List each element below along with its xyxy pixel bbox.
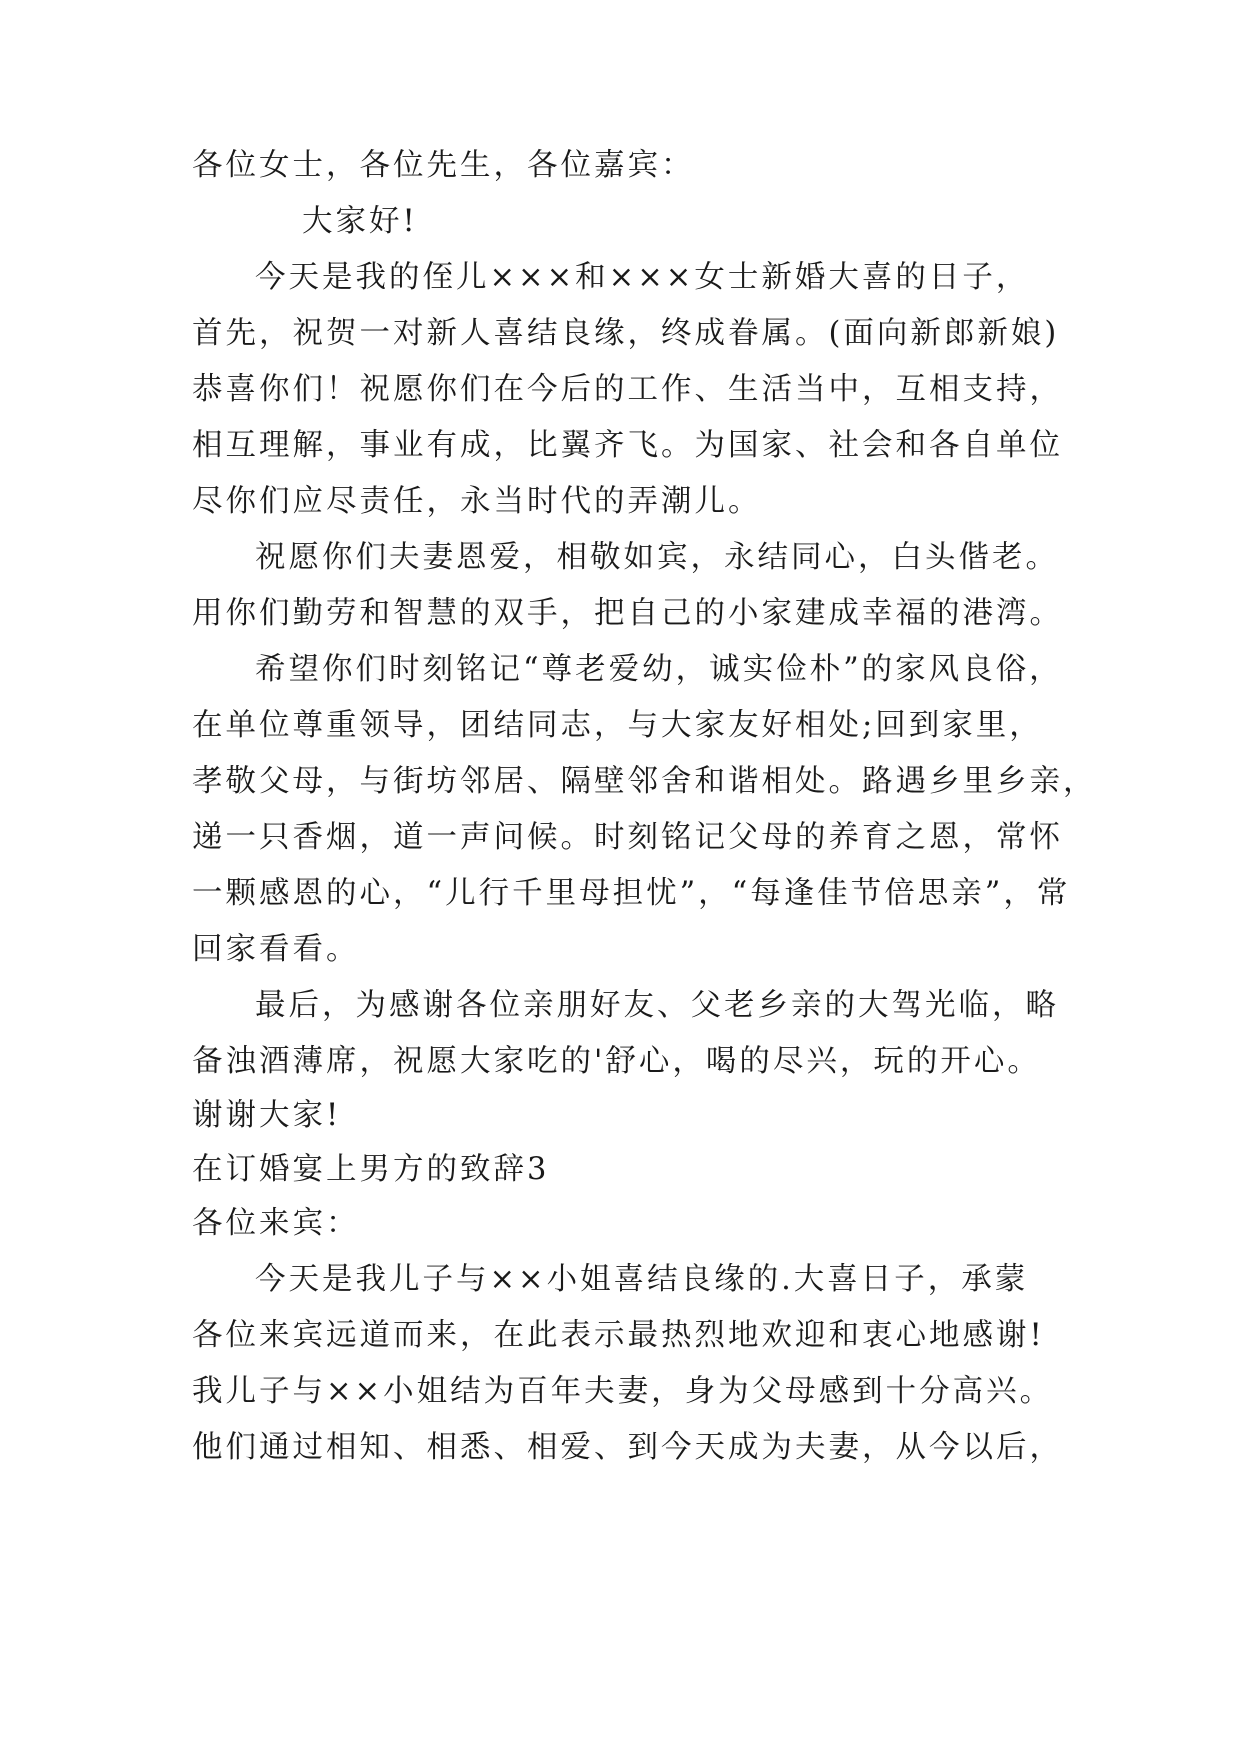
- paragraph-line: 用你们勤劳和智慧的双手，把自己的小家建成幸福的港湾。: [192, 596, 1063, 631]
- paragraph-line: 今天是我的侄儿×××和×××女士新婚大喜的日子，: [255, 260, 1030, 295]
- closing-line: 谢谢大家!: [192, 1098, 342, 1133]
- salutation-line: 各位来宾：: [192, 1206, 360, 1241]
- paragraph-line: 一颗感恩的心，“儿行千里母担忧”，“每逢佳节倍思亲”，常: [192, 876, 1071, 911]
- paragraph-line: 希望你们时刻铭记“尊老爱幼，诚实俭朴”的家风良俗，: [255, 652, 1063, 687]
- paragraph-line: 备浊酒薄席，祝愿大家吃的'舒心，喝的尽兴，玩的开心。: [192, 1044, 1041, 1079]
- paragraph-line: 尽你们应尽责任，永当时代的弄潮儿。: [192, 484, 762, 519]
- paragraph-line: 递一只香烟，道一声问候。时刻铭记父母的养育之恩，常怀: [192, 820, 1063, 855]
- paragraph-line: 他们通过相知、相悉、相爱、到今天成为夫妻，从今以后，: [192, 1430, 1063, 1465]
- paragraph-line: 相互理解，事业有成，比翼齐飞。为国家、社会和各自单位: [192, 428, 1063, 463]
- paragraph-line: 最后，为感谢各位亲朋好友、父老乡亲的大驾光临，略: [255, 988, 1059, 1023]
- greeting-line: 大家好!: [302, 204, 418, 239]
- paragraph-line: 各位来宾远道而来，在此表示最热烈地欢迎和衷心地感谢!: [192, 1318, 1045, 1353]
- section-title: 在订婚宴上男方的致辞3: [192, 1152, 550, 1187]
- paragraph-line: 今天是我儿子与××小姐喜结良缘的.大喜日子，承蒙: [255, 1262, 1029, 1297]
- paragraph-line: 我儿子与××小姐结为百年夫妻，身为父母感到十分高兴。: [192, 1374, 1054, 1409]
- salutation-line: 各位女士，各位先生，各位嘉宾：: [192, 148, 695, 183]
- paragraph-line: 回家看看。: [192, 932, 360, 967]
- paragraph-line: 在单位尊重领导，团结同志，与大家友好相处;回到家里，: [192, 708, 1043, 743]
- paragraph-line: 孝敬父母，与街坊邻居、隔壁邻舍和谐相处。路遇乡里乡亲，: [192, 764, 1097, 799]
- paragraph-line: 祝愿你们夫妻恩爱，相敬如宾，永结同心，白头偕老。: [255, 540, 1059, 575]
- paragraph-line: 首先，祝贺一对新人喜结良缘，终成眷属。(面向新郎新娘): [192, 316, 1060, 351]
- paragraph-line: 恭喜你们！祝愿你们在今后的工作、生活当中，互相支持，: [192, 372, 1063, 407]
